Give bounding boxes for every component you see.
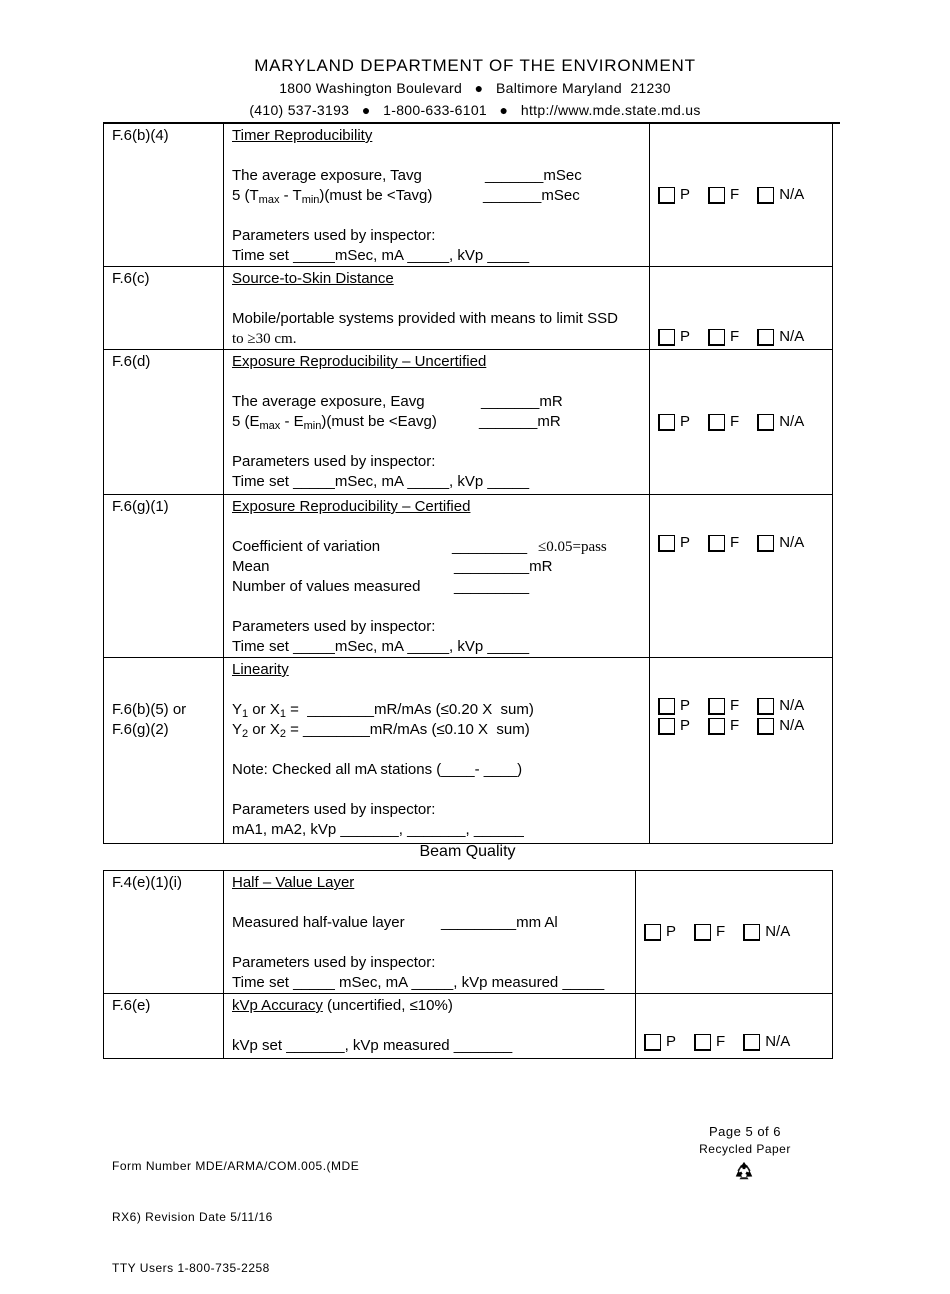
mean-label: Mean <box>232 558 270 575</box>
content-cell <box>224 658 650 844</box>
na-label: N/A <box>779 328 805 345</box>
avg-exposure-field[interactable]: _______mR <box>481 393 563 410</box>
table-row-exposure-certified <box>104 495 833 658</box>
result-cell <box>650 658 833 844</box>
pass-checkbox[interactable] <box>658 698 675 715</box>
table-row-kvp <box>104 994 833 1059</box>
count-label: Number of values measured <box>232 578 421 595</box>
result-cell <box>650 350 833 495</box>
na-checkbox[interactable] <box>757 718 774 735</box>
beam-quality-table <box>103 870 833 1059</box>
form-number: Form Number MDE/ARMA/COM.005.(MDE <box>112 1159 360 1173</box>
test-criterion: (uncertified, ≤10%) <box>322 997 453 1014</box>
revision-date: RX6) Revision Date 5/11/16 <box>112 1210 273 1224</box>
params-field[interactable]: mA1, mA2, kVp _______, _______, ______ <box>232 821 524 838</box>
agency-contact: (410) 537-3193 ● 1-800-633-6101 ● http://www.mde.state.md.us <box>249 102 701 118</box>
pass-label: P <box>680 697 691 714</box>
na-checkbox[interactable] <box>757 698 774 715</box>
code-cell <box>104 124 224 267</box>
footer-form-info <box>112 1124 359 1294</box>
fail-checkbox[interactable] <box>708 329 725 346</box>
regulation-code: F.6(c) <box>112 270 150 287</box>
cov-criterion: ≤0.05=pass <box>538 539 607 555</box>
count-field[interactable]: _________ <box>454 578 530 595</box>
code-cell <box>104 994 224 1059</box>
params-label: Parameters used by inspector: <box>232 954 436 971</box>
code-cell <box>104 495 224 658</box>
pass-checkbox[interactable] <box>658 718 675 735</box>
params-label: Parameters used by inspector: <box>232 453 436 470</box>
test-title: Exposure Reproducibility – Certified <box>232 498 471 515</box>
fail-checkbox[interactable] <box>708 698 725 715</box>
pass-checkbox[interactable] <box>644 1034 661 1051</box>
na-label: N/A <box>779 186 805 203</box>
params-label: Parameters used by inspector: <box>232 618 436 635</box>
fail-label: F <box>730 697 740 714</box>
avg-exposure-label: The average exposure, Tavg <box>232 167 422 184</box>
y2-linearity-field[interactable]: $Y_2$ or $X_2$ = ________mR/mAs (≤0.10 X sum) <box>232 721 530 740</box>
pass-fail-na-group-y1 <box>650 696 832 716</box>
table-row-exposure-uncertified <box>104 350 833 495</box>
pass-checkbox[interactable] <box>644 924 661 941</box>
pass-checkbox[interactable] <box>658 187 675 204</box>
recycled-paper-label: Recycled Paper <box>699 1142 791 1156</box>
fail-label: F <box>730 328 740 345</box>
na-checkbox[interactable] <box>757 414 774 431</box>
y1-linearity-field[interactable]: $Y_1$ or $X_1$ = ________mR/mAs (≤0.20 X sum) <box>232 701 534 720</box>
pass-checkbox[interactable] <box>658 329 675 346</box>
pass-label: P <box>680 328 691 345</box>
inspection-table <box>103 123 833 844</box>
pass-label: P <box>666 923 677 940</box>
pass-fail-na-group <box>636 922 832 942</box>
range-field[interactable]: _______mR <box>479 413 561 430</box>
range-label: 5 ($E_{max}$ - $E_{min})(must$ be <Eavg) <box>232 413 437 432</box>
na-checkbox[interactable] <box>757 329 774 346</box>
result-cell <box>636 871 833 994</box>
fail-checkbox[interactable] <box>708 535 725 552</box>
mean-field[interactable]: _________mR <box>454 558 553 575</box>
na-checkbox[interactable] <box>743 1034 760 1051</box>
content-cell <box>224 994 636 1059</box>
na-label: N/A <box>779 717 805 734</box>
section-title-beam-quality: Beam Quality <box>419 843 516 860</box>
fail-checkbox[interactable] <box>694 924 711 941</box>
params-field[interactable]: Time set _____mSec, mA _____, kVp _____ <box>232 638 530 655</box>
fail-label: F <box>716 1033 726 1050</box>
test-title: Source-to-Skin Distance <box>232 270 394 287</box>
ma-stations-note[interactable]: Note: Checked all mA stations (____- ____) <box>232 761 523 778</box>
result-cell <box>650 495 833 658</box>
params-label: Parameters used by inspector: <box>232 801 436 818</box>
na-label: N/A <box>765 1033 791 1050</box>
fail-checkbox[interactable] <box>708 414 725 431</box>
params-field[interactable]: Time set _____mSec, mA _____, kVp _____ <box>232 473 530 490</box>
result-cell <box>650 124 833 267</box>
fail-checkbox[interactable] <box>708 187 725 204</box>
pass-label: P <box>666 1033 677 1050</box>
fail-checkbox[interactable] <box>708 718 725 735</box>
fail-label: F <box>716 923 726 940</box>
range-field[interactable]: _______mSec <box>483 187 580 204</box>
regulation-code-alt: F.6(g)(2) <box>112 721 169 738</box>
pass-label: P <box>680 186 691 203</box>
table-row-hvl <box>104 871 833 994</box>
table-row-ssd <box>104 267 833 350</box>
test-title: Linearity <box>232 661 289 678</box>
params-field[interactable]: Time set _____mSec, mA _____, kVp _____ <box>232 247 530 264</box>
cov-label: Coefficient of variation <box>232 538 381 555</box>
code-cell <box>104 871 224 994</box>
code-cell <box>104 267 224 350</box>
recycle-icon <box>733 1160 755 1182</box>
regulation-code: F.6(g)(1) <box>112 498 169 515</box>
pass-fail-na-group <box>650 185 832 205</box>
pass-label: P <box>680 413 691 430</box>
tty-number: TTY Users 1-800-735-2258 <box>112 1261 270 1275</box>
avg-exposure-label: The average exposure, Eavg <box>232 393 425 410</box>
test-title: Exposure Reproducibility – Uncertified <box>232 353 487 370</box>
agency-address: 1800 Washington Boulevard ● Baltimore Maryland 21230 <box>279 80 671 96</box>
content-cell <box>224 124 650 267</box>
na-checkbox[interactable] <box>757 187 774 204</box>
regulation-code: F.6(b)(5) or <box>112 701 187 718</box>
cov-field[interactable]: _________ <box>452 538 528 555</box>
test-title: kVp Accuracy <box>232 997 323 1014</box>
fail-label: F <box>730 534 740 551</box>
pass-fail-na-group-y2 <box>650 716 832 736</box>
regulation-code: F.4(e)(1)(i) <box>112 874 182 891</box>
result-cell <box>636 994 833 1059</box>
test-title: Half – Value Layer <box>232 874 355 891</box>
kvp-field[interactable]: kVp set _______, kVp measured _______ <box>232 1037 513 1054</box>
ssd-requirement: Mobile/portable systems provided with means to limit SSD <box>232 310 618 327</box>
fail-label: F <box>730 186 740 203</box>
page-number: Page 5 of 6 <box>709 1124 781 1139</box>
avg-exposure-field[interactable]: _______mSec <box>485 167 582 184</box>
na-label: N/A <box>765 923 791 940</box>
na-checkbox[interactable] <box>757 535 774 552</box>
params-label: Parameters used by inspector: <box>232 227 436 244</box>
regulation-code: F.6(b)(4) <box>112 127 169 144</box>
test-title: Timer Reproducibility <box>232 127 373 144</box>
fail-label: F <box>730 717 740 734</box>
pass-label: P <box>680 534 691 551</box>
table-row-linearity <box>104 658 833 844</box>
pass-checkbox[interactable] <box>658 535 675 552</box>
range-label: 5 ($T_{max}$ - $T_{min})(must$ be <Tavg) <box>232 187 433 206</box>
regulation-code: F.6(e) <box>112 997 151 1014</box>
code-cell <box>104 658 224 844</box>
pass-fail-na-group <box>650 412 832 432</box>
pass-fail-na-group <box>650 327 832 347</box>
content-cell <box>224 495 650 658</box>
table-row-timer <box>104 124 833 267</box>
params-field[interactable]: Time set _____ mSec, mA _____, kVp measured _____ <box>232 974 605 991</box>
result-cell <box>650 267 833 350</box>
na-checkbox[interactable] <box>743 924 760 941</box>
na-label: N/A <box>779 534 805 551</box>
content-cell <box>224 871 636 994</box>
na-label: N/A <box>779 697 805 714</box>
content-cell <box>224 350 650 495</box>
pass-fail-na-group <box>636 1032 832 1052</box>
pass-label: P <box>680 717 691 734</box>
na-label: N/A <box>779 413 805 430</box>
agency-title: MARYLAND DEPARTMENT OF THE ENVIRONMENT <box>254 56 696 75</box>
fail-label: F <box>730 413 740 430</box>
pass-checkbox[interactable] <box>658 414 675 431</box>
regulation-code: F.6(d) <box>112 353 151 370</box>
content-cell <box>224 267 650 350</box>
code-cell <box>104 350 224 495</box>
pass-fail-na-group <box>650 533 832 553</box>
fail-checkbox[interactable] <box>694 1034 711 1051</box>
hvl-label: Measured half-value layer <box>232 914 405 931</box>
hvl-field[interactable]: _________mm Al <box>441 914 558 931</box>
ssd-limit: to ≥30 cm. <box>232 331 297 347</box>
